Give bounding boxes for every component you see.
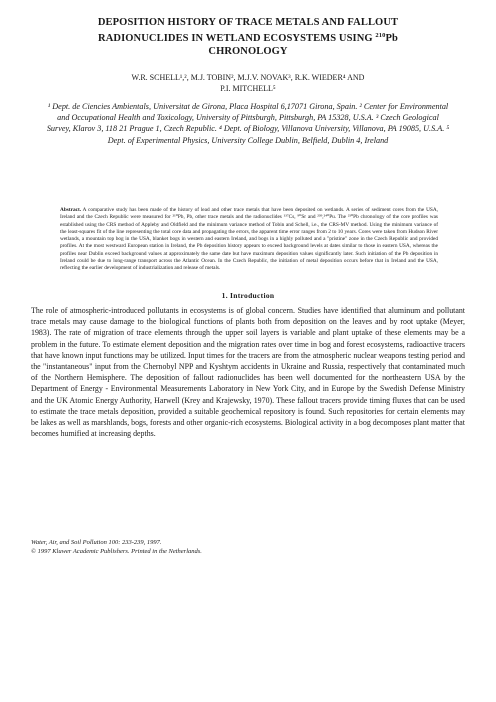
authors-line-2: P.I. MITCHELL⁵: [220, 84, 276, 93]
journal-footer: [31, 538, 465, 556]
authors-line-1: W.R. SCHELL¹,², M.J. TOBIN², M.J.V. NOVAK³, R.K. WIEDER⁴ AND: [131, 73, 365, 82]
section-heading-introduction: 1. Introduction: [221, 291, 275, 300]
abstract: [60, 207, 438, 273]
introduction-text: The role of atmospheric-introduced pollutants in ecosystems is of global concern. Studies have identified that aluminum and pollutant trace metals may cause damage to the biological functions of plants both from deposition on the leaves and by root uptake (Meyer, 1983). The rate of migration of trace elements through the upper soil layers is variable and plant uptake of these elements may be a problem in the future. To estimate element deposition and the migration rates over time in bog and forest ecosystems, radioactive tracers that have known input functions may be utilized. Input times for the tracers are from the atmospheric nuclear weapons testing period and the "instantaneous" input from the Chernobyl NPP and Kyshtym accidents in Ukraine and Russia, respectively that contaminated much of the Northern Hemisphere. The deposition of fallout radionuclides has been well documented for the northeastern USA by the Department of Energy - Environmental Measurements Laboratory in New York City, and in Europe by the Swedish Defense Ministry and the UK Atomic Energy Authority, Harwell (Krey and Krajewsky, 1970). These fallout tracers provide timing fluxes that can be used to estimate the trace metals deposition, provided a suitable geochemical repository is found. Such repositories for certain elements may be lakes as well as marshlands, bogs, forests and other organic-rich ecosystems. Biological activity in a bog decomposes plant matter that becomes humified at increasing depths.: [31, 306, 465, 439]
abstract-lead: Abstract.: [60, 207, 82, 213]
title-isotope-sup: 210: [375, 32, 386, 39]
title-line-1: DEPOSITION HISTORY OF TRACE METALS AND FALLOUT: [97, 17, 399, 28]
journal-citation: Water, Air, and Soil Pollution 100: 233-239, 1997.: [31, 539, 162, 546]
title-line-3: CHRONOLOGY: [208, 46, 288, 57]
title-line-2b: Pb: [385, 33, 398, 44]
paper-title: [40, 16, 456, 58]
title-line-2a: RADIONUCLIDES IN WETLAND ECOSYSTEMS USING: [98, 33, 373, 44]
title-line-2: [40, 29, 456, 45]
author-list: [40, 72, 456, 94]
affiliations: ¹ Dept. de Ciencies Ambientals, Universitat de Girona, Placa Hospital 6,17071 Girona, Spain. ² Center for Environmental and Occupational Health and Toxicology, University of Pittsburgh, Pittsburgh, PA 15328, U.S.A. ³ Czech Geological Survey, Klarov 3, 118 21 Prague 1, Czech Republic. ⁴ Dept. of Biology, Villanova University, Villanova, PA 19085, U.S.A. ⁵ Dept. of Experimental Physics, University College Dublin, Belfield, Dublin 4, Ireland: [46, 102, 450, 145]
abstract-text: A comparative study has been made of the history of lead and other trace metals that have been deposited on wetlands. A series of sediment cores from the USA, Ireland and the Czech Republic were measured for ²¹⁰Pb, Pb, other trace metals and the radionuclides ¹³⁷Cs, ⁹⁰Sr and ²³⁹,²⁴⁰Pu. The ²¹⁰Pb chronology of the core profiles was established using the CRS method of Appleby and Oldfield and the minimum variance method of Tobin and Schell, i.e., the CRS-MV method. Using the minimum variance of the least-squares fit of the line representing the total core data and propagating the errors, the apparent time error ranges from 2 to 10 years. Cores were taken from Hudson River wetlands, a mountain top bog in the USA, blanket bogs in western and eastern Ireland, and bogs in a highly polluted and a "pristine" zone in the Czech Republic and provided profiles. At the most westward European station in Ireland, the Pb deposition history appears to exceed background levels at dates similar to those in eastern USA, whereas the profiles near Dublin exceed background values at approximately the same date but have maximum deposition values significantly later. Such initiation of the Pb deposition in Ireland could be due to long-range transport across the Atlantic Ocean. In the Czech Republic, the initiation of metal deposition occurs before that in Ireland and the USA, reflecting the earlier development of industrialization and release of metals.: [60, 207, 438, 272]
copyright-line: © 1997 Kluwer Academic Publishers. Printed in the Netherlands.: [31, 548, 202, 555]
